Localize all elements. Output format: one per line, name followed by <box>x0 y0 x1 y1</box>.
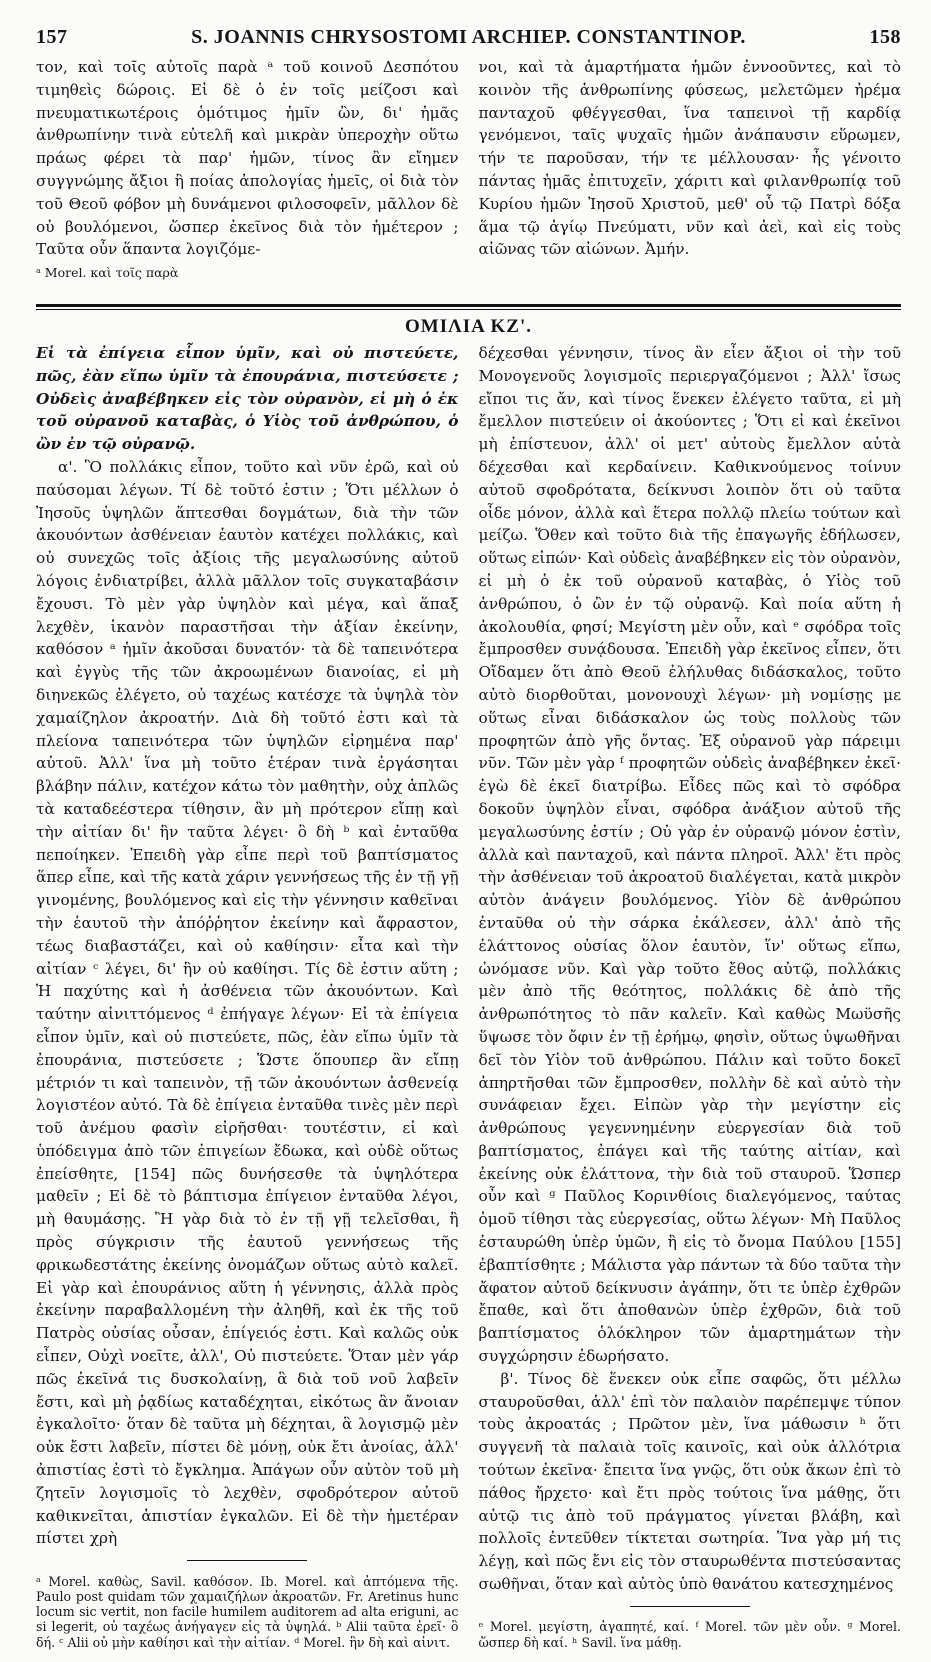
top-right-column <box>479 56 902 296</box>
page-number-left: 157 <box>36 26 68 48</box>
previous-homily-ending <box>36 56 901 296</box>
top-left-footnote: ᵃ Morel. καὶ τοῖς παρὰ <box>36 265 179 281</box>
section-divider <box>36 304 901 310</box>
scripture-lemma: Εἰ τὰ ἐπίγεια εἶπον ὑμῖν, καὶ οὐ πιστεύετε, πῶς, ἐὰν εἴπω ὑμῖν τὰ ἐπουράνια, πιστεύσετε ; Οὐδεὶς ἀναβέβηκεν εἰς τὸν οὐρανὸν, εἰ μὴ ὁ ἐκ τοῦ οὐρανοῦ καταβὰς, ὁ Υἱὸς τοῦ ἀνθρώπου, ὁ ὢν ἐν τῷ οὐρανῷ. <box>36 344 459 454</box>
left-body-text: α'. Ὃ πολλάκις εἶπον, τοῦτο καὶ νῦν ἐρῶ, καὶ οὐ παύσομαι λέγων. Τί δὲ τοῦτό ἐστιν ; Ὅτι μέλλων ὁ Ἰησοῦς ὑψηλῶν ἅπτεσθαι δογμάτων, διὰ τὴν τῶν ἀκουόντων ἀσθένειαν ἑαυτὸν κατέχει πολλάκις, καὶ οὐ συνεχῶς τοῖς ἀξίοις τῆς μεγαλωσύνης αὐτοῦ λόγοις ἐνδιατρίβει, ἀλλὰ μᾶλλον τοῖς συγκαταβάσιν ἔχουσι. Τὸ μὲν γὰρ ὑψηλὸν καὶ μέγα, καὶ ἅπαξ λεχθὲν, ἱκανὸν παραστῆσαι τὴν ἀξίαν ἐκείνην, καθόσον ᵃ ἡμῖν ἀκοῦσαι δυνατόν· τὰ δὲ ταπεινότερα καὶ ἐγγὺς τῆς τῶν ἀκροωμένων διανοίας, εἰ μὴ διηνεκῶς ἐλέγετο, οὐ ταχέως κατέσχε τὰ ὑψηλὰ τὸν χαμαίζηλον ἀκροατήν. Διὰ δὴ τοῦτό ἐστι καὶ τὰ πλείονα ταπεινότερα τῶν ὑψηλῶν εἰρημένα παρ' αὐτοῦ. Ἀλλ' ἵνα μὴ τοῦτο ἑτέραν τινὰ ἐργάσηται βλάβην πάλιν, κατέχον κάτω τὸν μαθητὴν, οὐχ ἁπλῶς τὰ καταδεέστερα τίθησιν, ἂν μὴ πρότερον εἴπῃ καὶ τὴν αἰτίαν δι' ἣν ταῦτα λέγει· ὃ δὴ ᵇ καὶ ἐνταῦθα πεποίηκεν. Ἐπειδὴ γὰρ εἶπε περὶ τοῦ βαπτίσματος ἅπερ εἶπε, καὶ τῆς κατὰ χάριν γεννήσεως τῆς ἐν τῇ γῇ γινομένης, βουλόμενος καὶ εἰς τὴν γέννησιν καθεῖναι τὴν ἑαυτοῦ τὴν ἀπόῤῥητον ἐκείνην καὶ ἄφραστον, τέως διαβαστάζει, καὶ οὐ καθίησιν· εἶτα καὶ τὴν αἰτίαν ᶜ λέγει, δι' ἣν οὐ καθίησι. Τίς δὲ ἐστιν αὕτη ; Ἡ παχύτης καὶ ἡ ἀσθένεια τῶν ἀκουόντων. Καὶ ταύτην αἰνιττόμενος ᵈ ἐπήγαγε λέγων· Εἰ τὰ ἐπίγεια εἶπον ὑμῖν, καὶ οὐ πιστεύετε, πῶς, ἐὰν εἴπω ὑμῖν τὰ ἐπουράνια, πιστεύσετε ; Ὥστε ὅπουπερ ἂν εἴπῃ μέτριόν τι καὶ ταπεινὸν, τῇ τῶν ἀκουόντων ἀσθενείᾳ λογιστέον αὐτό. Τὰ δὲ ἐπίγεια ἐνταῦθα τινὲς μὲν περὶ τοῦ ἀνέμου φασὶν εἰρῆσθαι· τουτέστιν, εἰ καὶ ὑπόδειγμα ἀπὸ τῶν ἐπιγείων ἔδωκα, καὶ οὐδὲ οὕτως ἐπείσθητε, [154] πῶς δυνήσεσθε τὰ ὑψηλότερα μαθεῖν ; Εἰ δὲ τὸ βάπτισμα ἐπίγειον ἐνταῦθα λέγοι, μὴ θαυμάσῃς. Ἢ γὰρ διὰ τὸ ἐν τῇ γῇ τελεῖσθαι, ἢ πρὸς σύγκρισιν τῆς ἑαυτοῦ γεννήσεως τῆς φρικωδεστάτης ἐκείνης ὀνομάζων οὕτως αὐτὸ καλεῖ. Εἰ γὰρ καὶ ἐπουράνιος αὕτη ἡ γέννησις, ἀλλὰ πρὸς ἐκείνην παραβαλλομένη τὴν ἀληθῆ, καὶ ἐκ τῆς τοῦ Πατρὸς οὐσίας οὖσαν, ἐπίγειός ἐστι. Καὶ καλῶς οὐκ εἶπεν, Οὐχὶ νοεῖτε, ἀλλ', Οὐ πιστεύετε. Ὅταν μὲν γάρ πῶς ἐκεῖνά τις δυσκολαίνῃ, ἃ διὰ τοῦ νοῦ λαβεῖν ἔστι, καὶ μὴ ῥᾳδίως καταδέχηται, εἰκότως ἂν ἄνοιαν ἐγκαλοῖτο· ὅταν δὲ ταῦτα μὴ δέχηται, ἃ λογισμῷ μὲν οὐκ ἔστι λαβεῖν, πίστει δὲ μόνῃ, οὐκ ἔτι ἀνοίας, ἀλλ' ἀπιστίας ἐστὶ τὸ ἔγκλημα. Ἀπάγων οὖν αὐτὸν τοῦ μὴ ζητεῖν λογισμοῖς τὸ λεχθὲν, σφοδρότερον αὐτοῦ καθικνεῖται, ἀπιστίαν ἐγκαλῶν. Εἰ δὲ τὴν ἡμετέραν πίστει χρὴ <box>36 457 459 1548</box>
right-footnotes: ᵉ Morel. μεγίστη, ἀγαπητέ, καί. ᶠ Morel. τῶν μὲν οὖν. ᵍ Morel. ὥσπερ δὴ καί. ʰ Savil. ἵνα μάθῃ. <box>478 1619 901 1650</box>
footnote-separator-left <box>187 1560 307 1561</box>
left-footnotes: ᵃ Morel. καθὼς, Savil. καθόσον. Ib. Morel. καὶ ἀπτόμενα τῆς. Paulo post quidam τῶν χαμαιζήλων ἀκροατῶν. Fr. Aretinus hunc locum sic vertit, non facile humilem auditorem ad alta eriguni, ac si legerit, οὐ ταχέως ἀνήγαγεν εἰς τὰ ὑψηλά. ᵇ Alii ταῦτα ἐρεῖ· ὃ δή. ᶜ Alii οὐ μὴν καθίησι καὶ τὴν αἰτίαν. ᵈ Morel. ἣν δὴ καὶ αἰνιτ. <box>36 1573 459 1650</box>
homily-body <box>36 342 901 1650</box>
running-title: S. JOANNIS CHRYSOSTOMI ARCHIEP. CONSTANTINOP. <box>191 26 746 48</box>
footnote-separator-right <box>630 1606 750 1607</box>
right-body-text-2: β'. Τίνος δὲ ἕνεκεν οὐκ εἶπε σαφῶς, ὅτι μέλλω σταυροῦσθαι, ἀλλ' ἐπὶ τὸν παλαιὸν παρέπεμψε τύπον τοὺς ἀκροατάς ; Πρῶτον μὲν, ἵνα μάθωσιν ʰ ὅτι συγγενῆ τὰ παλαιὰ τοῖς καινοῖς, καὶ οὐκ ἀλλότρια τούτων ἐκεῖνα· ἔπειτα ἵνα γνῷς, ὅτι οὐκ ἄκων ἐπὶ τὸ πάθος ἤρχετο· καὶ ἔτι πρὸς τούτοις ἵνα μάθῃς, ὅτι αὐτῷ τις ἀπὸ τοῦ πράγματος γίνεται βλάβη, καὶ πολλοῖς ἐντεῦθεν τίκτεται σωτηρία. Ἵνα γὰρ μή τις λέγῃ, καὶ πῶς ἔνι εἰς τὸν σταυρωθέντα πιστεύσαντας σωθῆναι, ὅταν καὶ αὐτὸς ὑπὸ θανάτου κατεσχημένος <box>478 1369 901 1594</box>
right-body-text-1: δέχεσθαι γέννησιν, τίνος ἂν εἶεν ἄξιοι οἱ τὴν τοῦ Μονογενοῦς λογισμοῖς περιεργαζόμενοι ; Ἀλλ' ἴσως εἴποι τις ἄν, καὶ τίνος ἕνεκεν ἐλέγετο ταῦτα, εἰ μὴ ἔμελλον πιστεύειν οἱ ἀκούοντες ; Ὅτι εἰ καὶ ἐκεῖνοι μὴ ἐπίστευον, ἀλλ' οἱ μετ' αὐτοὺς ἔμελλον αὐτὰ δέχεσθαι καὶ κερδαίνειν. Καθικνούμενος τοίνυν αὐτοῦ σφοδρότατα, δείκνυσι λοιπὸν ὅτι οὐ ταῦτα οἶδε μόνον, ἀλλὰ καὶ ἕτερα πολλῷ πλείω τούτων καὶ μείζω. Ὅθεν καὶ τοῦτο διὰ τῆς ἐπαγωγῆς ἐδήλωσεν, οὕτως εἰπών· Καὶ οὐδεὶς ἀναβέβηκεν εἰς τὸν οὐρανὸν, εἰ μὴ ὁ ἐκ τοῦ οὐρανοῦ καταβὰς, ὁ Υἱὸς τοῦ ἀνθρώπου, ὁ ὢν ἐν τῷ οὐρανῷ. Καὶ ποία αὕτη ἡ ἀκολουθία, φησί; Μεγίστη μὲν οὖν, καὶ ᵉ σφόδρα τοῖς ἔμπροσθεν συνᾴδουσα. Ἐπειδὴ γὰρ ἐκεῖνος εἶπεν, ὅτι Οἴδαμεν ὅτι ἀπὸ Θεοῦ ἐλήλυθας διδάσκαλος, τοῦτο αὐτὸ διορθοῦται, μονονουχὶ λέγων· μὴ νομίσῃς με οὕτως εἶναι διδάσκαλον ὡς τοὺς πολλοὺς τῶν προφητῶν ἀπὸ γῆς ὄντας. Ἐξ οὐρανοῦ γὰρ πάρειμι νῦν. Τῶν μὲν γὰρ ᶠ προφητῶν οὐδεὶς ἀναβέβηκεν ἐκεῖ· ἐγὼ δὲ ἐκεῖ διατρίβω. Εἶδες πῶς καὶ τὸ σφόδρα δοκοῦν ὑψηλὸν εἶναι, σφόδρα ἀνάξιον αὐτοῦ τῆς μεγαλωσύνης ἐστίν ; Οὐ γὰρ ἐν οὐρανῷ μόνον ἐστὶν, ἀλλὰ καὶ πανταχοῦ, καὶ πάντα πληροῖ. Ἀλλ' ἔτι πρὸς τὴν ἀσθένειαν τοῦ ἀκροατοῦ διαλέγεται, κατὰ μικρὸν αὐτὸν ἀνάγειν βουλόμενος. Υἱὸν δὲ ἀνθρώπου ἐνταῦθα οὐ τὴν σάρκα ἐκάλεσεν, ἀλλ' ἀπὸ τῆς ἐλάττονος οὐσίας ὅλον ἑαυτὸν, ἵν' οὕτως εἴπω, ὠνόμασε νῦν. Καὶ γὰρ τοῦτο ἔθος αὐτῷ, πολλάκις μὲν ἀπὸ τῆς θεότητος, πολλάκις δὲ ἀπὸ τῆς ἀνθρωπότητος τὸ πᾶν καλεῖν. Καὶ καθὼς Μωϋσῆς ὕψωσε τὸν ὄφιν ἐν τῇ ἐρήμῳ, φησὶν, οὕτως ὑψωθῆναι δεῖ τὸν Υἱὸν τοῦ ἀνθρώπου. Πάλιν καὶ τοῦτο δοκεῖ ἀπηρτῆσθαι τῶν ἔμπροσθεν, πολλὴν δὲ καὶ αὐτὸ τὴν συνάφειαν ἔχει. Εἰπὼν γὰρ τὴν μεγίστην εἰς ἀνθρώπους γεγεννημένην εὐεργεσίαν διὰ τοῦ βαπτίσματος, ἐπάγει καὶ τῆς ταύτης αἰτίαν, καὶ ἐκείνης οὐκ ἐλάττονα, τὴν διὰ τοῦ σταυροῦ. Ὥσπερ οὖν καὶ ᵍ Παῦλος Κορινθίοις διαλεγόμενος, ταύτας ὁμοῦ τίθησι τὰς εὐεργεσίας, οὕτω λέγων· Μὴ Παῦλος ἐσταυρώθη ὑπὲρ ὑμῶν, ἢ εἰς τὸ ὄνομα Παύλου [155] ἐβαπτίσθητε ; Μάλιστα γὰρ πάντων τὰ δύο ταῦτα τὴν ἄφατον αὐτοῦ δείκνυσιν ἀγάπην, ὅτι τε ὑπὲρ ἐχθρῶν ἔπαθε, καὶ ὅτι ἀποθανὼν ὑπὲρ ἐχθρῶν, διὰ τοῦ βαπτίσματος ὁλόκληρον τῶν ἁμαρτημάτων τὴν συγχώρησιν ἐδωρήσατο. <box>478 344 901 1366</box>
top-right-text: νοι, καὶ τὰ ἁμαρτήματα ἡμῶν ἐννοοῦντες, καὶ τὸ κοινὸν τῆς ἀνθρωπίνης φύσεως, μελετῶμεν ἠρέμα πανταχοῦ φθέγγεσθαι, ἵνα ταπεινοὶ τῇ καρδίᾳ γενόμενοι, ταῖς ψυχαῖς ἡμῶν ἀνάπαυσιν εὕρωμεν, τήν τε παροῦσαν, τήν τε μέλλουσαν· ἧς γένοιτο πάντας ἡμᾶς ἐπιτυχεῖν, χάριτι καὶ φιλανθρωπίᾳ τοῦ Κυρίου ἡμῶν Ἰησοῦ Χριστοῦ, μεθ' οὗ τῷ Πατρὶ δόξα ἅμα τῷ ἁγίῳ Πνεύματι, νῦν καὶ ἀεὶ, καὶ εἰς τοὺς αἰῶνας τῶν αἰώνων. Ἀμήν. <box>478 58 901 259</box>
main-left-column <box>36 342 459 1662</box>
main-right-column <box>479 342 902 1662</box>
top-left-text: τον, καὶ τοῖς αὐτοῖς παρὰ ᵃ τοῦ κοινοῦ Δεσπότου τιμηθεὶς δώροις. Εἰ δὲ ὁ ἐν τοῖς μείζοσι καὶ πνευματικωτέροις ὁμότιμος ἡμῖν ὢν, δι' ἡμᾶς ἀνθρωπίνην τινὰ εὐτελῆ καὶ μικρὰν ὑπεροχὴν οὕτω πράως φέρει τὰ παρ' ἡμῶν, τίνος ἂν εἴημεν συγγνώμης ἄξιοι ἢ ποίας ἀπολογίας ἡμεῖς, οἱ διὰ τὸν τοῦ Θεοῦ φόβον μὴ δυνάμενοι φιλοσοφεῖν, μᾶλλον δὲ οὐ βουλόμενοι, ὥσπερ ἐκεῖνος διὰ τὸν ἡμέτερον ; Ταῦτα οὖν ἅπαντα λογιζόμε- <box>36 58 459 259</box>
running-header <box>36 26 901 56</box>
page-number-right: 158 <box>869 26 901 48</box>
top-left-column <box>36 56 459 296</box>
homily-title: ΟΜΙΛΙΑ ΚΖ'. <box>404 316 533 337</box>
